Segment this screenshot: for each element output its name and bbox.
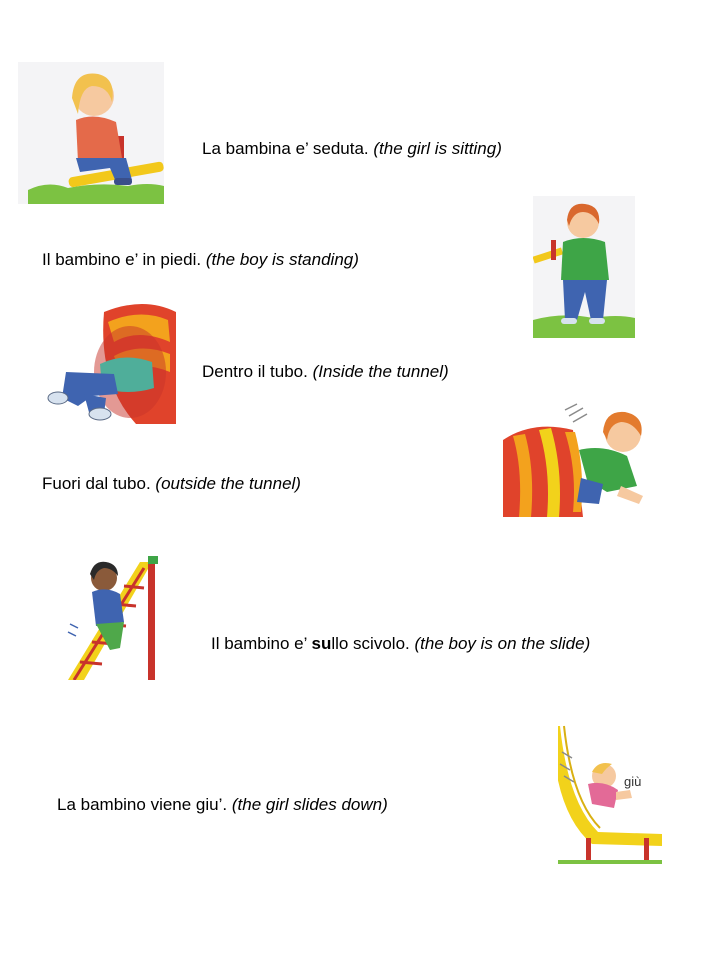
boy-on-slide-illustration — [40, 544, 160, 680]
boy-standing-illustration — [533, 196, 635, 338]
caption-inside-tunnel — [202, 362, 449, 382]
caption-text-part-a: Il bambino e’ — [211, 634, 312, 653]
caption-translation: (the boy is on the slide) — [414, 634, 591, 653]
caption-text: La bambina e’ seduta. — [202, 139, 369, 158]
caption-translation: (the girl is sitting) — [373, 139, 502, 158]
caption-translation: (outside the tunnel) — [155, 474, 301, 493]
caption-translation: (the boy is standing) — [205, 250, 359, 269]
caption-text: Fuori dal tubo. — [42, 474, 151, 493]
caption-text: Dentro il tubo. — [202, 362, 308, 381]
caption-text-part-b: llo scivolo. — [331, 634, 410, 653]
giu-label: giù — [624, 774, 642, 789]
caption-girl-slides-down — [57, 795, 388, 815]
girl-slides-down-illustration — [558, 712, 662, 864]
caption-text-bold: su — [311, 634, 332, 653]
tunnel-outside-illustration — [503, 400, 649, 517]
tunnel-inside-illustration — [44, 302, 176, 424]
caption-outside-tunnel — [42, 474, 301, 494]
caption-text: Il bambino e’ in piedi. — [42, 250, 202, 269]
caption-text: La bambino viene giu’. — [57, 795, 228, 814]
caption-boy-on-slide — [211, 634, 590, 654]
caption-boy-standing — [42, 250, 359, 270]
caption-translation: (the girl slides down) — [231, 795, 388, 814]
caption-girl-sitting — [202, 139, 502, 159]
caption-translation: (Inside the tunnel) — [312, 362, 449, 381]
girl-sitting-illustration — [18, 62, 164, 204]
